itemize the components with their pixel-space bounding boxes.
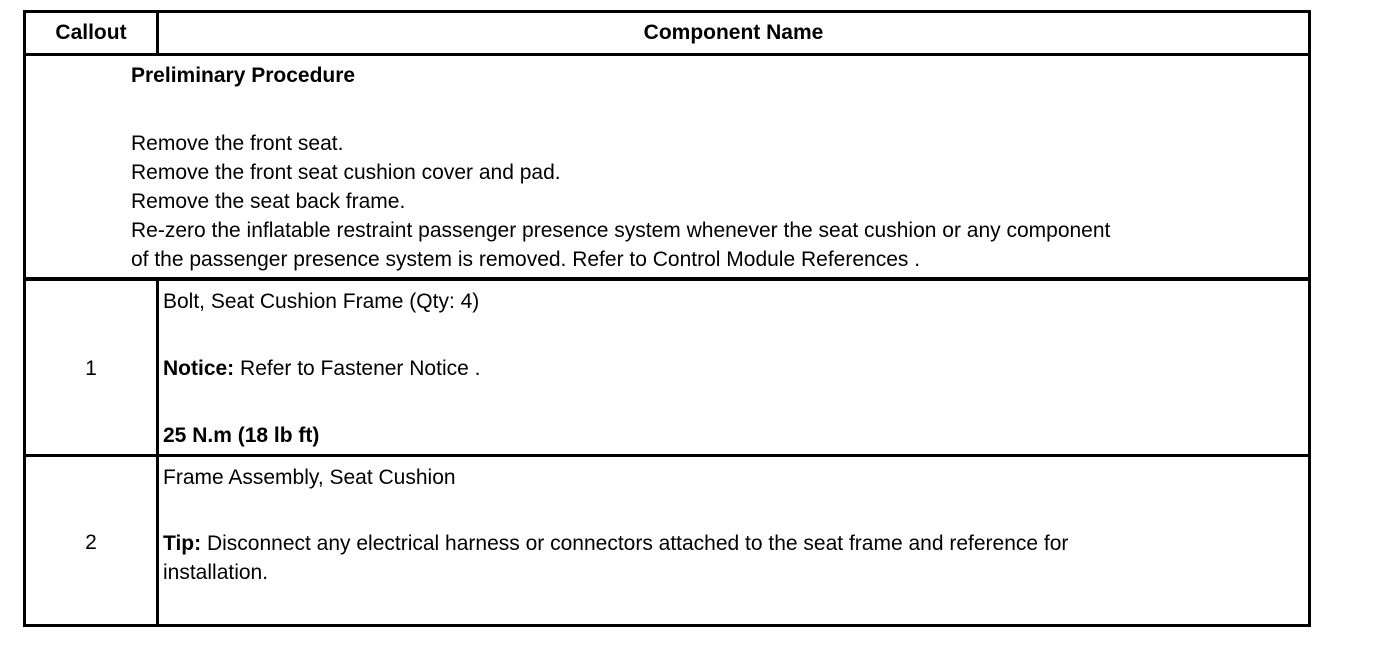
preliminary-step: Re-zero the inflatable restraint passenger presence system whenever the seat cushion or any component (131, 219, 1111, 242)
tip-text: Disconnect any electrical harness or connectors attached to the seat frame and reference for (201, 532, 1069, 555)
row-1-torque: 25 N.m (18 lb ft) (163, 424, 320, 447)
notice-label: Notice: (163, 357, 235, 380)
header-bottom-border (26, 53, 1308, 56)
rows-column-divider (156, 277, 159, 627)
preliminary-step: of the passenger presence system is removed. Refer to Control Module References . (131, 248, 921, 271)
preliminary-title: Preliminary Procedure (131, 64, 356, 87)
preliminary-bottom-border (26, 277, 1308, 281)
row-2-tip-continued: installation. (163, 561, 269, 584)
tip-label: Tip: (163, 532, 202, 555)
row-1-component-name: Bolt, Seat Cushion Frame (Qty: 4) (163, 290, 480, 313)
row-1-notice (163, 354, 480, 383)
row-2-callout: 2 (85, 531, 97, 554)
row-2-component-name: Frame Assembly, Seat Cushion (163, 466, 456, 489)
notice-text: Refer to Fastener Notice . (234, 357, 481, 380)
row-2-tip (163, 529, 1068, 558)
preliminary-step: Remove the seat back frame. (131, 190, 406, 213)
header-component-name: Component Name (643, 21, 824, 44)
preliminary-step: Remove the front seat cushion cover and pad. (131, 161, 561, 184)
row-1-bottom-border (26, 454, 1308, 457)
header-callout: Callout (55, 21, 127, 44)
preliminary-step: Remove the front seat. (131, 132, 344, 155)
procedure-table (23, 10, 1311, 627)
row-1-callout: 1 (85, 357, 97, 380)
